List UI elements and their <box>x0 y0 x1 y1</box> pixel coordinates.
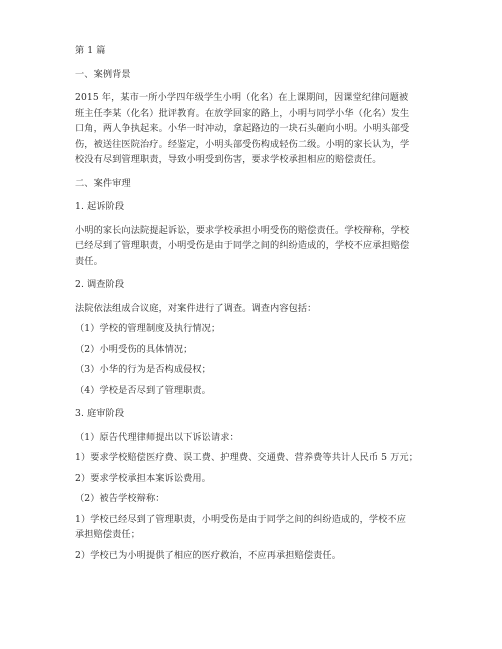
list-item: （1）学校的管理制度及执行情况； <box>75 323 221 334</box>
list-item: 2）要求学校承担本案诉讼费用。 <box>75 472 211 484</box>
paragraph-line: 伤，被送往医院治疗。经鉴定，小明头部受伤构成轻伤二级。小明的家长认为，学 <box>75 138 410 150</box>
list-item: （2）小明受伤的具体情况； <box>75 343 193 355</box>
subsection-title: 2. 调查阶段 <box>75 279 125 290</box>
section-heading-trial: 二、案件审理 <box>75 177 131 189</box>
list-item: 1）学校已经尽到了管理职责，小明受伤是由于同学之间的纠纷造成的，学校不应 <box>75 513 407 525</box>
list-item: 1）要求学校赔偿医疗费、误工费、护理费、交通费、营养费等共计人民币 5 万元； <box>75 452 418 463</box>
paragraph-line: 法院依法组成合议庭，对案件进行了调查。调查内容包括： <box>75 302 317 314</box>
section-heading-background: 一、案例背景 <box>75 68 131 80</box>
list-item: （3）小华的行为是否构成侵权； <box>75 364 211 375</box>
list-item: （1）原告代理律师提出以下诉讼请求： <box>75 431 239 443</box>
paragraph-line: 责任。 <box>75 255 103 267</box>
list-item: （4）学校是否尽到了管理职责。 <box>75 384 211 396</box>
subsection-title: 3. 庭审阶段 <box>75 408 125 419</box>
paragraph-line: 口角，两人争执起来。小华一时冲动，拿起路边的一块石头砸向小明。小明头部受 <box>75 123 410 134</box>
paragraph-line: 校没有尽到管理职责，导致小明受到伤害，要求学校承担相应的赔偿责任。 <box>75 154 382 165</box>
page-title: 第 1 篇 <box>75 45 106 56</box>
list-item: 承担赔偿责任； <box>75 529 141 540</box>
paragraph-line: 已经尽到了管理职责，小明受伤是由于同学之间的纠纷造成的，学校不应承担赔偿 <box>75 240 410 251</box>
paragraph-line: 小明的家长向法院提起诉讼，要求学校承担小明受伤的赔偿责任。学校辩称，学校 <box>75 224 410 236</box>
list-item: （2）被告学校辩称： <box>75 493 165 504</box>
list-item: 2）学校已为小明提供了相应的医疗救治，不应再承担赔偿责任。 <box>75 549 341 561</box>
subsection-title: 1. 起诉阶段 <box>75 201 125 212</box>
paragraph-line: 2015 年，某市一所小学四年级学生小明（化名）在上课期间，因课堂纪律问题被 <box>75 92 409 103</box>
paragraph-line: 班主任李某（化名）批评教育。在放学回家的路上，小明与同学小华（化名）发生 <box>75 107 410 119</box>
document-page <box>75 43 455 563</box>
